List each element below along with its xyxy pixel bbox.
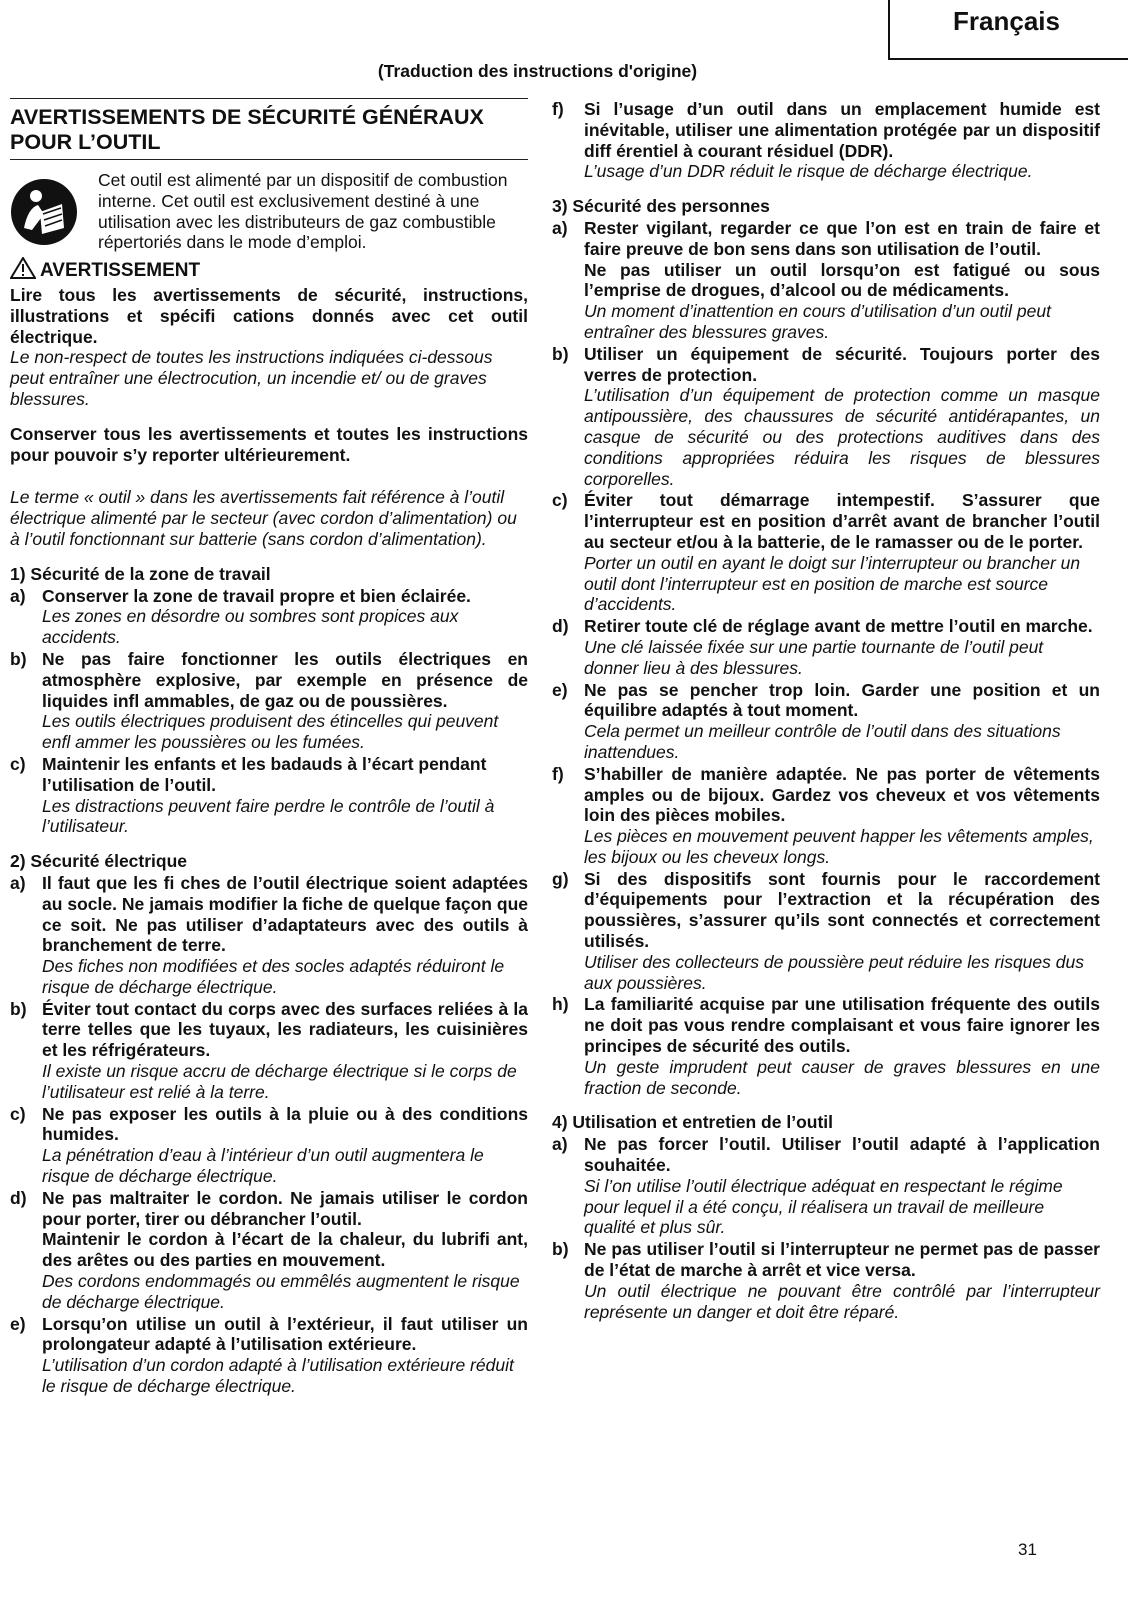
section-electrical bbox=[10, 851, 528, 1397]
list-item bbox=[552, 344, 1100, 386]
item-text-2: Ne pas utiliser un outil lorsqu’on est fatigué ou sous l’emprise de drogues, d’alcool ou de médicaments. bbox=[584, 259, 1100, 301]
item-note: L’utilisation d’un cordon adapté à l’utilisation extérieure réduit le risque de décharge électrique. bbox=[42, 1355, 514, 1397]
item-text: Si l’usage d’un outil dans un emplacement humide est inévitable, utiliser une alimentation protégée par un dispositif diff érentiel à courant résiduel (DDR). bbox=[584, 99, 1100, 161]
item-text: Utiliser un équipement de sécurité. Toujours porter des verres de protection. bbox=[584, 343, 1100, 385]
item-text: Conserver la zone de travail propre et bien éclairée. bbox=[42, 585, 471, 606]
item-text: Éviter tout démarrage intempestif. S’assurer que l’interrupteur est en position d’arrêt avant de brancher l’outil au secteur et/ou à la batterie, de le ramasser ou de le porter. bbox=[584, 490, 1100, 552]
list-item bbox=[552, 680, 1100, 722]
item-label: b) bbox=[10, 648, 27, 669]
list-item bbox=[10, 1104, 528, 1146]
item-label: a) bbox=[552, 1134, 568, 1155]
item-note: Cela permet un meilleur contrôle de l’outil dans des situations inattendues. bbox=[584, 721, 1061, 762]
item-note: L’usage d’un DDR réduit le risque de décharge électrique. bbox=[584, 161, 1033, 182]
item-text: La familiarité acquise par une utilisation fréquente des outils ne doit pas vous rendre complaisant et vous faire ignorer les principes de sécurité des outils. bbox=[584, 994, 1100, 1057]
item-label: e) bbox=[10, 1313, 26, 1334]
list-item bbox=[552, 1239, 1100, 1281]
item-text: Ne pas forcer l’outil. Utiliser l’outil adapté à l’application souhaitée. bbox=[584, 1134, 1100, 1176]
list-item bbox=[552, 490, 1100, 552]
translation-subtitle: (Traduction des instructions d'origine) bbox=[377, 61, 698, 81]
item-note: Des cordons endommagés ou emmêlés augmentent le risque de décharge électrique. bbox=[42, 1271, 520, 1312]
item-note: Porter un outil en ayant le doigt sur l’interrupteur ou brancher un outil dont l’interrupteur est en position de marche est source d’accidents. bbox=[584, 552, 1081, 615]
item-note: Utiliser des collecteurs de poussière peut réduire les risques dus aux poussières. bbox=[584, 951, 1084, 993]
intro-block bbox=[10, 170, 528, 253]
item-text: Si des dispositifs sont fournis pour le raccordement d’équipements pour l’extraction et la récupération des poussières, s’assurer qu’ils sont connectés et correctement utilisés. bbox=[584, 868, 1100, 952]
item-label: f) bbox=[552, 763, 564, 784]
section-title: 1) Sécurité de la zone de travail bbox=[10, 563, 271, 584]
item-label: e) bbox=[552, 679, 568, 700]
language-label: Français bbox=[953, 6, 1060, 36]
item-label: b) bbox=[552, 343, 569, 364]
page-number: 31 bbox=[1018, 1540, 1037, 1559]
warning-text: Lire tous les avertissements de sécurité, instructions, illustrations et spécifi cations donnés avec cet outil électrique. bbox=[10, 284, 528, 347]
item-label: c) bbox=[10, 753, 26, 774]
list-item bbox=[10, 873, 528, 956]
section-tool-use bbox=[552, 1112, 1100, 1322]
item-label: b) bbox=[10, 998, 27, 1019]
right-column bbox=[552, 98, 1100, 1322]
section-title: 4) Utilisation et entretien de l’outil bbox=[552, 1112, 833, 1133]
warning-note: Le non-respect de toutes les instructions indiquées ci-dessous peut entraîner une électrocution, un incendie et/ ou de graves blessures. bbox=[10, 347, 493, 409]
list-item bbox=[10, 1188, 528, 1271]
term-definition: Le terme « outil » dans les avertissements fait référence à l’outil électrique alimenté par le secteur (avec cordon d’alimentation) ou à l’outil fonctionnant sur batterie (sans cordon d’alimentation). bbox=[10, 487, 517, 549]
section-work-area bbox=[10, 564, 528, 837]
item-note: Des fiches non modifiées et des socles adaptés réduiront le risque de décharge électrique. bbox=[42, 956, 505, 997]
item-text: Maintenir les enfants et les badauds à l’écart pendant l’utilisation de l’outil. bbox=[42, 753, 487, 795]
item-note: Les zones en désordre ou sombres sont propices aux accidents. bbox=[42, 606, 459, 648]
item-label: a) bbox=[552, 217, 568, 238]
list-item bbox=[10, 754, 528, 796]
item-text: Retirer toute clé de réglage avant de mettre l’outil en marche. bbox=[584, 616, 1093, 637]
list-item bbox=[552, 616, 1100, 637]
list-item bbox=[552, 218, 1100, 301]
list-item bbox=[10, 1314, 528, 1356]
section-heading: AVERTISSEMENTS DE SÉCURITÉ GÉNÉRAUX POUR L’OUTIL bbox=[10, 98, 528, 160]
item-label: f) bbox=[552, 99, 564, 119]
item-note: Un outil électrique ne pouvant être contrôlé par l’interrupteur représente un danger et doit être réparé. bbox=[584, 1280, 1100, 1322]
language-tab bbox=[888, 0, 1128, 60]
list-item bbox=[10, 999, 528, 1061]
item-text: Ne pas se pencher trop loin. Garder une position et un équilibre adaptés à tout moment. bbox=[584, 679, 1100, 721]
item-text: Éviter tout contact du corps avec des surfaces reliées à la terre telles que les tuyaux, les radiateurs, les cuisinières et les réfrigérateurs. bbox=[42, 998, 528, 1061]
warning-triangle-icon bbox=[10, 257, 36, 285]
item-text: Lorsqu’on utilise un outil à l’extérieur, il faut utiliser un prolongateur adapté à l’utilisation extérieure. bbox=[42, 1313, 528, 1355]
item-text: Ne pas maltraiter le cordon. Ne jamais utiliser le cordon pour porter, tirer ou débrancher l’outil. bbox=[42, 1187, 528, 1229]
item-text: Ne pas exposer les outils à la pluie ou à des conditions humides. bbox=[42, 1103, 528, 1145]
section-title: 2) Sécurité électrique bbox=[10, 851, 188, 872]
list-item bbox=[10, 649, 528, 711]
section-title: 3) Sécurité des personnes bbox=[552, 196, 770, 217]
item-text: Ne pas utiliser l’outil si l’interrupteur ne permet pas de passer de l’état de marche à arrêt et vice versa. bbox=[584, 1239, 1100, 1281]
item-note: Une clé laissée fixée sur une partie tournante de l’outil peut donner lieu à des blessures. bbox=[584, 636, 1044, 678]
list-item bbox=[10, 586, 528, 607]
item-note: L’utilisation d’un équipement de protection comme un masque antipoussière, des chaussures de sécurité antidérapantes, un casque de sécurité ou des protections auditives dans des conditions appropriées réduira les risques de blessures corporelles. bbox=[584, 385, 1100, 489]
item-note: Les distractions peuvent faire perdre le contrôle de l’outil à l’utilisateur. bbox=[42, 795, 495, 837]
item-note: Les pièces en mouvement peuvent happer les vêtements amples, les bijoux ou les cheveux longs. bbox=[584, 826, 1094, 867]
item-text: Il faut que les fi ches de l’outil électrique soient adaptées au socle. Ne jamais modifier la fiche de quelque façon que ce soit. Ne pas utiliser d’adaptateurs avec des outils à branchement de terre. bbox=[42, 872, 528, 956]
item-label: a) bbox=[10, 585, 26, 606]
item-note: Un geste imprudent peut causer de graves blessures en une fraction de seconde. bbox=[584, 1056, 1100, 1098]
item-label: h) bbox=[552, 994, 569, 1015]
item-label: d) bbox=[552, 616, 569, 637]
warning-title-text: AVERTISSEMENT bbox=[40, 259, 201, 281]
keep-instructions: Conserver tous les avertissements et toutes les instructions pour pouvoir s’y reporter ultérieurement. bbox=[10, 423, 528, 465]
item-label: d) bbox=[10, 1187, 27, 1208]
item-note: La pénétration d’eau à l’intérieur d’un outil augmentera le risque de décharge électrique. bbox=[42, 1145, 484, 1187]
item-label: g) bbox=[552, 868, 569, 889]
read-manual-icon bbox=[10, 170, 80, 253]
item-text: Rester vigilant, regarder ce que l’on est en train de faire et faire preuve de bon sens dans son utilisation de l’outil. bbox=[584, 217, 1100, 259]
list-item bbox=[552, 764, 1100, 826]
item-label: c) bbox=[10, 1103, 26, 1124]
intro-text: Cet outil est alimenté par un dispositif de combustion interne. Cet outil est exclusivement destiné à une utilisation avec les distributeurs de gaz combustible répertoriés dans le mode d’emploi. bbox=[98, 170, 508, 253]
list-item bbox=[552, 1134, 1100, 1176]
list-item bbox=[552, 869, 1100, 952]
list-item bbox=[552, 99, 1100, 161]
item-note: Les outils électriques produisent des étincelles qui peuvent enfl ammer les poussières ou les fumées. bbox=[42, 711, 499, 753]
item-text: S’habiller de manière adaptée. Ne pas porter de vêtements amples ou de bijoux. Gardez vos cheveux et vos vêtements loin des pièces mobiles. bbox=[584, 763, 1100, 826]
item-text: Ne pas faire fonctionner les outils électriques en atmosphère explosive, par exemple en présence de liquides infl ammables, de gaz ou de poussières. bbox=[42, 648, 528, 711]
item-label: c) bbox=[552, 490, 568, 511]
section-personal-safety bbox=[552, 196, 1100, 1098]
item-note: Il existe un risque accru de décharge électrique si le corps de l’utilisateur est relié à la terre. bbox=[42, 1061, 517, 1102]
left-column bbox=[10, 98, 528, 1397]
item-note: Un moment d’inattention en cours d’utilisation d’un outil peut entraîner des blessures graves. bbox=[584, 301, 1051, 342]
item-label: b) bbox=[552, 1239, 569, 1260]
item-label: a) bbox=[10, 872, 26, 893]
item-text-2: Maintenir le cordon à l’écart de la chaleur, du lubrifi ant, des arêtes ou des parties en mouvement. bbox=[42, 1229, 528, 1271]
list-item bbox=[552, 994, 1100, 1056]
item-note: Si l’on utilise l’outil électrique adéquat en respectant le régime pour lequel il a été conçu, il réalisera un travail de meilleure qualité et plus sûr. bbox=[584, 1175, 1063, 1238]
warning-title bbox=[10, 257, 528, 285]
